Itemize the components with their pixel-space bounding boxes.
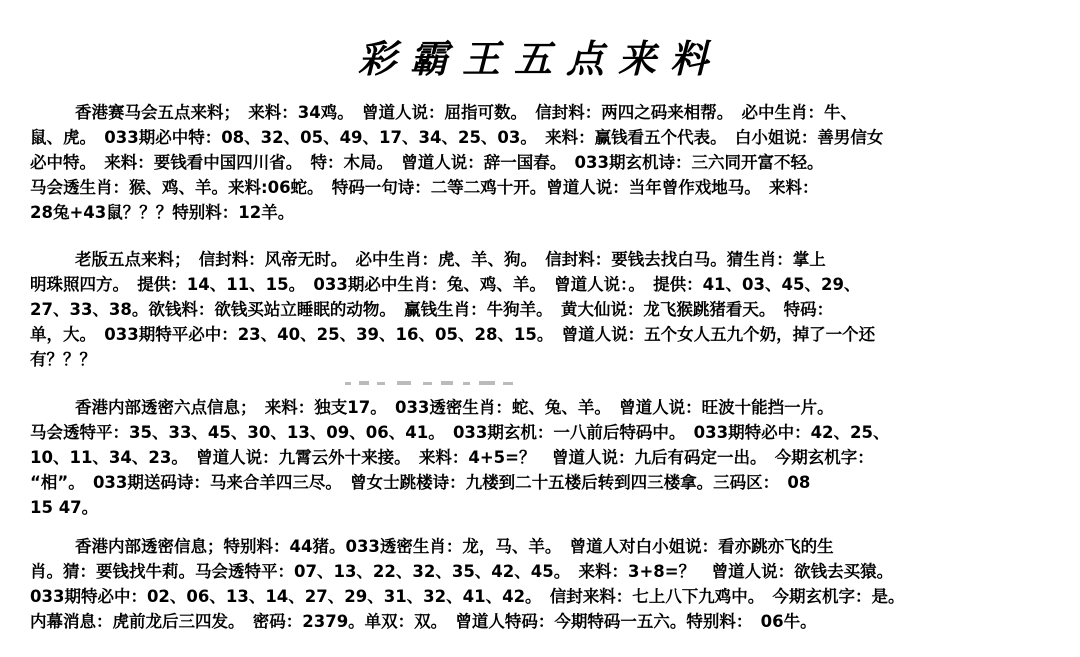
paragraph-line: 马会透生肖：猴、鸡、羊。来料:06蛇。 特码一句诗：二等二鸡十开。曾道人说：当年曾作戏地马。 来料： (30, 178, 819, 197)
paragraph-line: 27、33、38。欲钱料：欲钱买站立睡眠的动物。 赢钱生肖：牛狗羊。 黄大仙说：龙飞猴跳猪看天。 特码： (30, 300, 834, 319)
paragraph-line: 有？？？ (30, 350, 96, 369)
paragraph-line: 鼠、虎。 033期必中特：08、32、05、49、17、34、25、03。 来料：赢钱看五个代表。 白小姐说：善男信女 (30, 128, 884, 147)
paragraph-neibu-xinxi (30, 534, 1050, 634)
paragraph-line: 033期特必中：02、06、13、14、27、29、31、32、41、42。 信封来料：七上八下九鸡中。 今期玄机字：是。 (30, 587, 905, 606)
paragraph-line: 肖。猜：要钱找牛莉。马会透特平：07、13、22、32、35、42、45。 来料：3+8=？ 曾道人说：欲钱去买猿。 (30, 562, 894, 581)
paragraph-laoban (30, 247, 1050, 372)
paragraph-line: 15 47。 (30, 498, 99, 517)
paragraph-line: 马会透特平：35、33、45、30、13、09、06、41。 033期玄机：一八前后特码中。 033期特必中：42、25、 (30, 423, 890, 442)
scan-artifact (345, 379, 515, 389)
paragraph-neibu-liudian (30, 395, 1050, 520)
paragraph-line: 单，大。 033期特平必中：23、40、25、39、16、05、28、15。 曾道人说：五个女人五九个奶，掉了一个还 (30, 325, 876, 344)
paragraph-line: 明珠照四方。 提供：14、11、15。 033期必中生肖：兔、鸡、羊。 曾道人说：。 提供：41、03、45、29、 (30, 275, 861, 294)
paragraph-line: 必中特。 来料：要钱看中国四川省。 特：木局。 曾道人说：辞一国春。 033期玄机诗：三六同开富不轻。 (30, 153, 824, 172)
paragraph-wuudian-hk (30, 100, 1050, 225)
paragraph-line: 28兔+43鼠？？？特别料：12羊。 (30, 203, 295, 222)
paragraph-line: 老版五点来料； 信封料：风帝无时。 必中生肖：虎、羊、狗。 信封料：要钱去找白马。猜生肖：掌上 (75, 250, 826, 269)
paragraph-line: 香港赛马会五点来料； 来料：34鸡。 曾道人说：屈指可数。 信封料：两四之码来相帮。 必中生肖：牛、 (75, 103, 857, 122)
page-title: 彩霸王五点来料 (357, 36, 722, 81)
paragraph-line: “相”。 033期送码诗：马来合羊四三尽。 曾女士跳楼诗：九楼到二十五楼后转到四三楼拿。三码区： 08 (30, 473, 811, 492)
paragraph-line: 香港内部透密信息；特别料：44猪。033透密生肖：龙，马、羊。 曾道人对白小姐说：看亦跳亦飞的生 (75, 537, 834, 556)
paragraph-line: 内幕消息：虎前龙后三四发。 密码：2379。单双：双。 曾道人特码：今期特码一五六。特别料： 06牛。 (30, 612, 817, 631)
paragraph-line: 香港内部透密六点信息； 来料：独支17。 033透密生肖：蛇、兔、羊。 曾道人说：旺波十能挡一片。 (75, 398, 834, 417)
paragraph-line: 10、11、34、23。 曾道人说：九霄云外十来接。 来料：4+5=？ 曾道人说：九后有码定一出。 今期玄机字： (30, 448, 874, 467)
